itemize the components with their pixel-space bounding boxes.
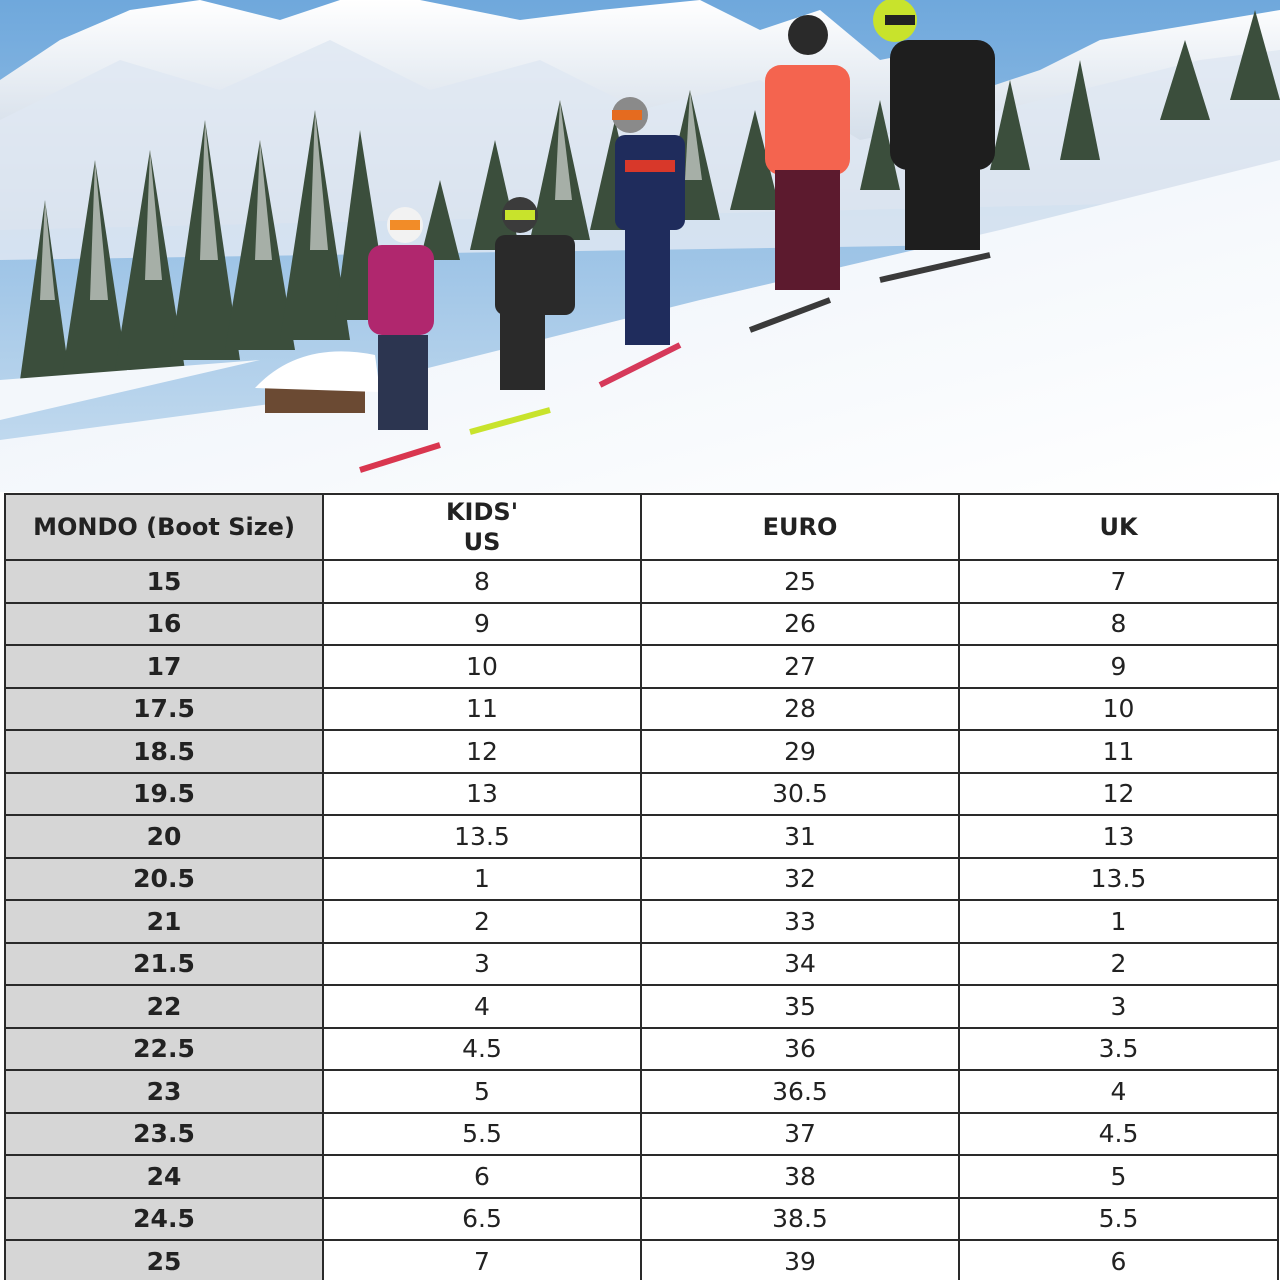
cell-uk: 4 bbox=[959, 1070, 1278, 1113]
cell-euro: 36 bbox=[641, 1028, 959, 1071]
cell-kids-us: 5.5 bbox=[323, 1113, 641, 1156]
cell-kids-us: 6 bbox=[323, 1155, 641, 1198]
cell-euro: 38.5 bbox=[641, 1198, 959, 1241]
cell-uk: 12 bbox=[959, 773, 1278, 816]
cell-mondo: 25 bbox=[5, 1240, 323, 1280]
table-row bbox=[5, 943, 1278, 986]
cell-uk: 5 bbox=[959, 1155, 1278, 1198]
table-row bbox=[5, 730, 1278, 773]
cell-uk: 3 bbox=[959, 985, 1278, 1028]
cell-uk: 13 bbox=[959, 815, 1278, 858]
boot-size-table bbox=[4, 493, 1279, 1280]
table-row bbox=[5, 815, 1278, 858]
cell-euro: 26 bbox=[641, 603, 959, 646]
cell-mondo: 19.5 bbox=[5, 773, 323, 816]
table-row bbox=[5, 1070, 1278, 1113]
cell-mondo: 20.5 bbox=[5, 858, 323, 901]
cell-uk: 4.5 bbox=[959, 1113, 1278, 1156]
cell-kids-us: 9 bbox=[323, 603, 641, 646]
cell-mondo: 21.5 bbox=[5, 943, 323, 986]
cell-euro: 39 bbox=[641, 1240, 959, 1280]
cell-uk: 11 bbox=[959, 730, 1278, 773]
cell-euro: 25 bbox=[641, 560, 959, 603]
cell-mondo: 23.5 bbox=[5, 1113, 323, 1156]
table-header-row bbox=[5, 494, 1278, 560]
cell-mondo: 20 bbox=[5, 815, 323, 858]
cell-mondo: 21 bbox=[5, 900, 323, 943]
cell-euro: 36.5 bbox=[641, 1070, 959, 1113]
cell-uk: 1 bbox=[959, 900, 1278, 943]
cell-kids-us: 8 bbox=[323, 560, 641, 603]
cell-euro: 27 bbox=[641, 645, 959, 688]
cell-euro: 30.5 bbox=[641, 773, 959, 816]
cell-uk: 3.5 bbox=[959, 1028, 1278, 1071]
table-row bbox=[5, 1113, 1278, 1156]
table-row bbox=[5, 900, 1278, 943]
header-mondo: MONDO (Boot Size) bbox=[5, 494, 323, 560]
cell-euro: 28 bbox=[641, 688, 959, 731]
cell-mondo: 23 bbox=[5, 1070, 323, 1113]
cell-kids-us: 1 bbox=[323, 858, 641, 901]
cell-euro: 32 bbox=[641, 858, 959, 901]
cell-kids-us: 4 bbox=[323, 985, 641, 1028]
table-body bbox=[5, 560, 1278, 1280]
cell-uk: 13.5 bbox=[959, 858, 1278, 901]
cell-euro: 38 bbox=[641, 1155, 959, 1198]
cell-mondo: 17.5 bbox=[5, 688, 323, 731]
cell-mondo: 24 bbox=[5, 1155, 323, 1198]
cell-kids-us: 13.5 bbox=[323, 815, 641, 858]
cell-euro: 34 bbox=[641, 943, 959, 986]
cell-uk: 6 bbox=[959, 1240, 1278, 1280]
header-kids-line2: US bbox=[463, 528, 501, 556]
cell-mondo: 24.5 bbox=[5, 1198, 323, 1241]
table-row bbox=[5, 1240, 1278, 1280]
cell-kids-us: 12 bbox=[323, 730, 641, 773]
cell-uk: 9 bbox=[959, 645, 1278, 688]
table-row bbox=[5, 645, 1278, 688]
cell-kids-us: 7 bbox=[323, 1240, 641, 1280]
table-row bbox=[5, 773, 1278, 816]
cell-uk: 2 bbox=[959, 943, 1278, 986]
table-row bbox=[5, 603, 1278, 646]
table-row bbox=[5, 858, 1278, 901]
ski-family-photo bbox=[0, 0, 1280, 492]
cell-mondo: 16 bbox=[5, 603, 323, 646]
table-row bbox=[5, 1155, 1278, 1198]
ski-scene-illustration bbox=[0, 0, 1280, 492]
cell-euro: 37 bbox=[641, 1113, 959, 1156]
cell-mondo: 22 bbox=[5, 985, 323, 1028]
cell-kids-us: 5 bbox=[323, 1070, 641, 1113]
cell-mondo: 17 bbox=[5, 645, 323, 688]
cell-kids-us: 2 bbox=[323, 900, 641, 943]
header-kids-us bbox=[323, 494, 641, 560]
cell-kids-us: 10 bbox=[323, 645, 641, 688]
cell-kids-us: 3 bbox=[323, 943, 641, 986]
table-row bbox=[5, 985, 1278, 1028]
table-row bbox=[5, 688, 1278, 731]
cell-kids-us: 4.5 bbox=[323, 1028, 641, 1071]
cell-uk: 5.5 bbox=[959, 1198, 1278, 1241]
cell-mondo: 22.5 bbox=[5, 1028, 323, 1071]
cell-kids-us: 13 bbox=[323, 773, 641, 816]
table-row bbox=[5, 560, 1278, 603]
cell-uk: 7 bbox=[959, 560, 1278, 603]
cell-euro: 29 bbox=[641, 730, 959, 773]
cell-euro: 31 bbox=[641, 815, 959, 858]
header-kids-line1: KIDS' bbox=[445, 498, 519, 526]
cell-kids-us: 6.5 bbox=[323, 1198, 641, 1241]
table-row bbox=[5, 1028, 1278, 1071]
table-row bbox=[5, 1198, 1278, 1241]
header-euro: EURO bbox=[641, 494, 959, 560]
cell-mondo: 15 bbox=[5, 560, 323, 603]
cell-uk: 10 bbox=[959, 688, 1278, 731]
cell-euro: 33 bbox=[641, 900, 959, 943]
cell-uk: 8 bbox=[959, 603, 1278, 646]
cell-kids-us: 11 bbox=[323, 688, 641, 731]
header-uk: UK bbox=[959, 494, 1278, 560]
cell-euro: 35 bbox=[641, 985, 959, 1028]
cell-mondo: 18.5 bbox=[5, 730, 323, 773]
